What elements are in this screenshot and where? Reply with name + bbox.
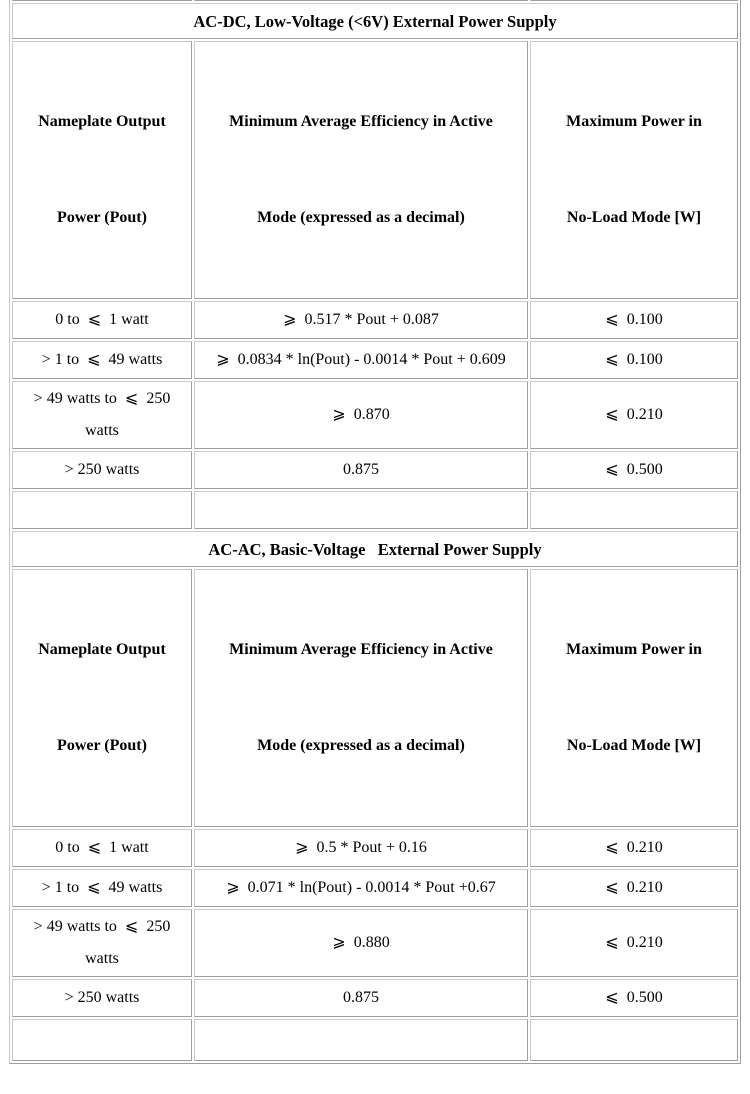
pout-range-cell: 0 to ⩽ 1 watt bbox=[12, 829, 192, 867]
table-row bbox=[12, 979, 738, 1017]
header-min-avg-efficiency bbox=[194, 569, 528, 827]
empty-cell bbox=[530, 0, 738, 1]
header-nameplate-output-power bbox=[12, 41, 192, 299]
header-line: Nameplate Output bbox=[38, 113, 166, 130]
efficiency-formula-cell: ⩾ 0.517 * Pout + 0.087 bbox=[194, 301, 528, 339]
header-line: No-Load Mode [W] bbox=[566, 209, 702, 226]
header-line: Power (Pout) bbox=[57, 209, 147, 226]
noload-power-cell: ⩽ 0.100 bbox=[530, 301, 738, 339]
header-line: Minimum Average Efficiency in Active bbox=[229, 113, 493, 130]
table-header-row bbox=[12, 569, 738, 827]
header-max-noload-power bbox=[530, 41, 738, 299]
pout-range-cell: > 1 to ⩽ 49 watts bbox=[12, 869, 192, 907]
acdc-section-title: AC-DC, Low-Voltage (<6V) External Power Supply bbox=[12, 3, 738, 39]
empty-cell bbox=[194, 1019, 528, 1061]
pout-range-cell: > 49 watts to ⩽ 250 watts bbox=[12, 381, 192, 449]
empty-cell bbox=[530, 491, 738, 529]
noload-power-cell: ⩽ 0.210 bbox=[530, 381, 738, 449]
noload-power-cell: ⩽ 0.500 bbox=[530, 451, 738, 489]
table-row bbox=[12, 829, 738, 867]
pout-range-cell: > 250 watts bbox=[12, 451, 192, 489]
power-supply-standards-table bbox=[9, 0, 741, 1064]
table-row bbox=[12, 451, 738, 489]
efficiency-formula-cell: 0.875 bbox=[194, 451, 528, 489]
clipped-top-row bbox=[12, 0, 738, 1]
empty-cell bbox=[194, 0, 528, 1]
efficiency-formula-cell: ⩾ 0.880 bbox=[194, 909, 528, 977]
noload-power-cell: ⩽ 0.100 bbox=[530, 341, 738, 379]
acac-section-title: AC-AC, Basic-Voltage External Power Supply bbox=[12, 531, 738, 567]
noload-power-cell: ⩽ 0.210 bbox=[530, 869, 738, 907]
table-row bbox=[12, 869, 738, 907]
noload-power-cell: ⩽ 0.500 bbox=[530, 979, 738, 1017]
efficiency-formula-cell: ⩾ 0.5 * Pout + 0.16 bbox=[194, 829, 528, 867]
spacer-row bbox=[12, 491, 738, 529]
noload-power-cell: ⩽ 0.210 bbox=[530, 909, 738, 977]
header-line: Maximum Power in bbox=[566, 113, 702, 130]
efficiency-formula-cell: ⩾ 0.071 * ln(Pout) - 0.0014 * Pout +0.67 bbox=[194, 869, 528, 907]
header-line: Maximum Power in bbox=[566, 641, 702, 658]
header-line: Power (Pout) bbox=[57, 737, 147, 754]
empty-cell bbox=[530, 1019, 738, 1061]
header-line: Mode (expressed as a decimal) bbox=[257, 209, 465, 226]
table-row bbox=[12, 341, 738, 379]
pout-range-cell: 0 to ⩽ 1 watt bbox=[12, 301, 192, 339]
header-max-noload-power bbox=[530, 569, 738, 827]
table-row bbox=[12, 909, 738, 977]
header-line: Nameplate Output bbox=[38, 641, 166, 658]
efficiency-formula-cell: 0.875 bbox=[194, 979, 528, 1017]
clipped-bottom-row bbox=[12, 1019, 738, 1061]
header-nameplate-output-power bbox=[12, 569, 192, 827]
table-row bbox=[12, 381, 738, 449]
pout-range-cell: > 250 watts bbox=[12, 979, 192, 1017]
header-line: Minimum Average Efficiency in Active bbox=[229, 641, 493, 658]
table-row bbox=[12, 3, 738, 39]
empty-cell bbox=[194, 491, 528, 529]
empty-cell bbox=[12, 491, 192, 529]
efficiency-formula-cell: ⩾ 0.0834 * ln(Pout) - 0.0014 * Pout + 0.609 bbox=[194, 341, 528, 379]
efficiency-formula-cell: ⩾ 0.870 bbox=[194, 381, 528, 449]
header-line: Mode (expressed as a decimal) bbox=[257, 737, 465, 754]
header-min-avg-efficiency bbox=[194, 41, 528, 299]
header-line: No-Load Mode [W] bbox=[566, 737, 702, 754]
pout-range-cell: > 1 to ⩽ 49 watts bbox=[12, 341, 192, 379]
empty-cell bbox=[12, 1019, 192, 1061]
empty-cell bbox=[12, 0, 192, 1]
table-row bbox=[12, 531, 738, 567]
noload-power-cell: ⩽ 0.210 bbox=[530, 829, 738, 867]
table-row bbox=[12, 301, 738, 339]
pout-range-cell: > 49 watts to ⩽ 250 watts bbox=[12, 909, 192, 977]
table-header-row bbox=[12, 41, 738, 299]
